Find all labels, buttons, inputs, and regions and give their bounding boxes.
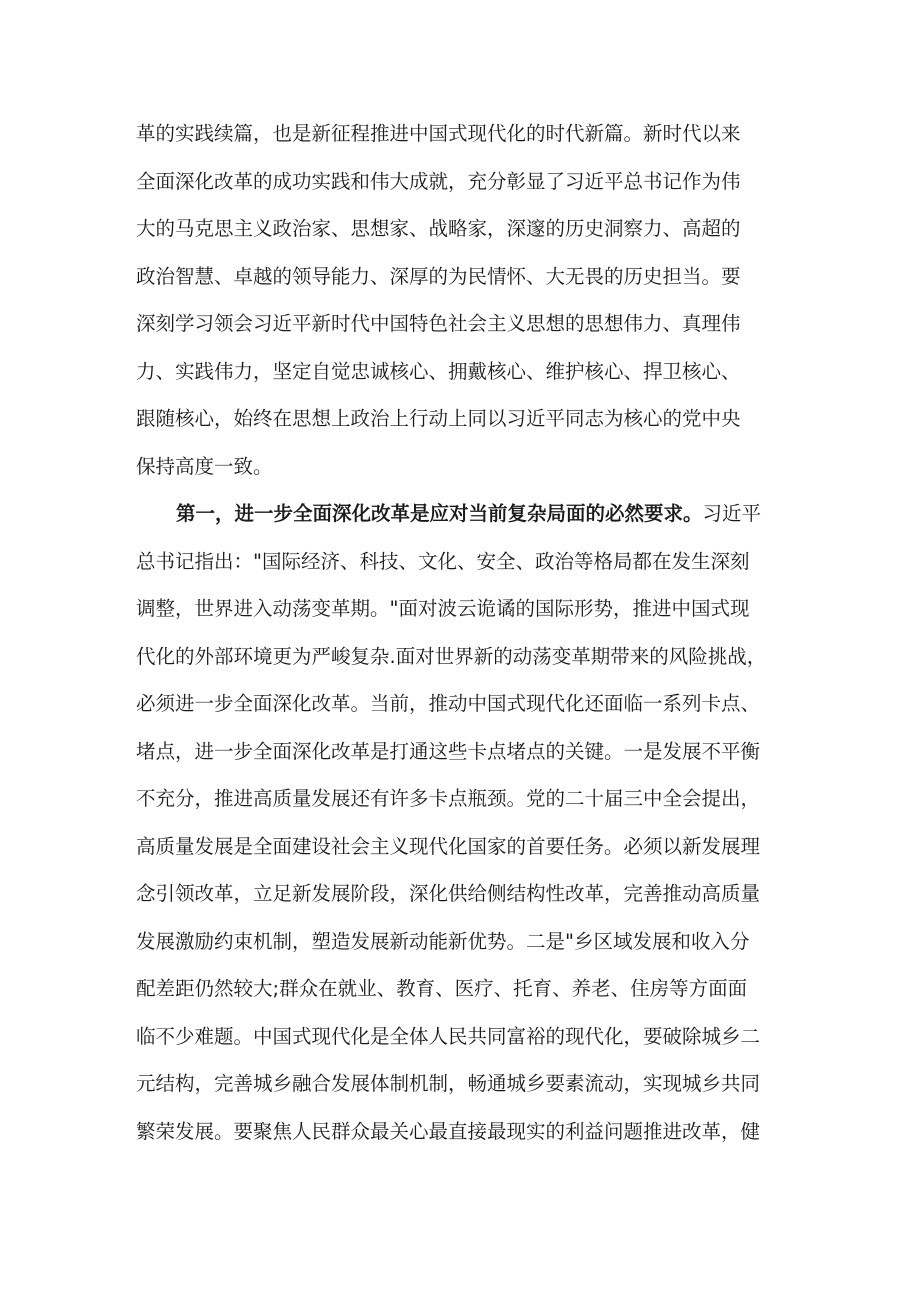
document-body xyxy=(136,110,796,1155)
text-line: 革的实践续篇，也是新征程推进中国式现代化的时代新篇。新时代以来 xyxy=(136,122,741,145)
text-line: 高质量发展是全面建设社会主义现代化国家的首要任务。必须以新发展理 xyxy=(136,834,761,858)
text-line: 全面深化改革的成功实践和伟大成就，充分彰显了习近平总书记作为伟 xyxy=(136,169,741,193)
text-line: 配差距仍然较大;群众在就业、教育、医疗、托育、养老、住房等方面面 xyxy=(136,977,748,1000)
text-run: 习近平 xyxy=(702,502,762,525)
text-line: 堵点，进一步全面深化改革是打通这些卡点堵点的关键。一是发展不平衡 xyxy=(136,739,761,763)
text-line: 大的马克思主义政治家、思想家、战略家，深邃的历史洞察力、高超的 xyxy=(136,217,741,240)
text-line: 深刻学习领会习近平新时代中国特色社会主义思想的思想伟力、真理伟 xyxy=(136,312,741,335)
text-line: 元结构，完善城乡融合发展体制机制，畅通城乡要素流动，实现城乡共同 xyxy=(136,1072,761,1095)
text-line: 临不少难题。中国式现代化是全体人民共同富裕的现代化，要破除城乡二 xyxy=(136,1024,761,1048)
text-line: 总书记指出："国际经济、科技、文化、安全、政治等格局都在发生深刻 xyxy=(136,549,750,573)
text-line: 不充分，推进高质量发展还有许多卡点瓶颈。党的二十届三中全会提出， xyxy=(136,787,761,810)
text-line: 必须进一步全面深化改革。当前，推动中国式现代化还面临一系列卡点、 xyxy=(136,692,761,715)
text-line: 政治智慧、卓越的领导能力、深厚的为民情怀、大无畏的历史担当。要 xyxy=(136,264,741,288)
text-line: 力、实践伟力，坚定自觉忠诚核心、拥戴核心、维护核心、捍卫核心、 xyxy=(136,359,741,383)
paragraph-heading-line xyxy=(136,490,796,538)
text-line: 发展激励约束机制，塑造发展新动能新优势。二是"乡区域发展和收入分 xyxy=(136,929,750,953)
text-line: 跟随核心，始终在思想上政治上行动上同以习近平同志为核心的党中央 xyxy=(136,407,741,430)
text-line: 保持高度一致。 xyxy=(136,454,273,478)
text-line: 代化的外部环境更为严峻复杂.面对世界新的动荡变革期带来的风险挑战， xyxy=(136,644,767,668)
text-line: 繁荣发展。要聚焦人民群众最关心最直接最现实的利益问题推进改革，健 xyxy=(136,1119,761,1143)
text-line: 念引领改革，立足新发展阶段，深化供给侧结构性改革，完善推动高质量 xyxy=(136,882,761,905)
text-line: 调整，世界进入动荡变革期。"面对波云诡谲的国际形势，推进中国式现 xyxy=(136,597,750,620)
section-heading: 第一，进一步全面深化改革是应对当前复杂局面的必然要求。 xyxy=(176,502,703,525)
